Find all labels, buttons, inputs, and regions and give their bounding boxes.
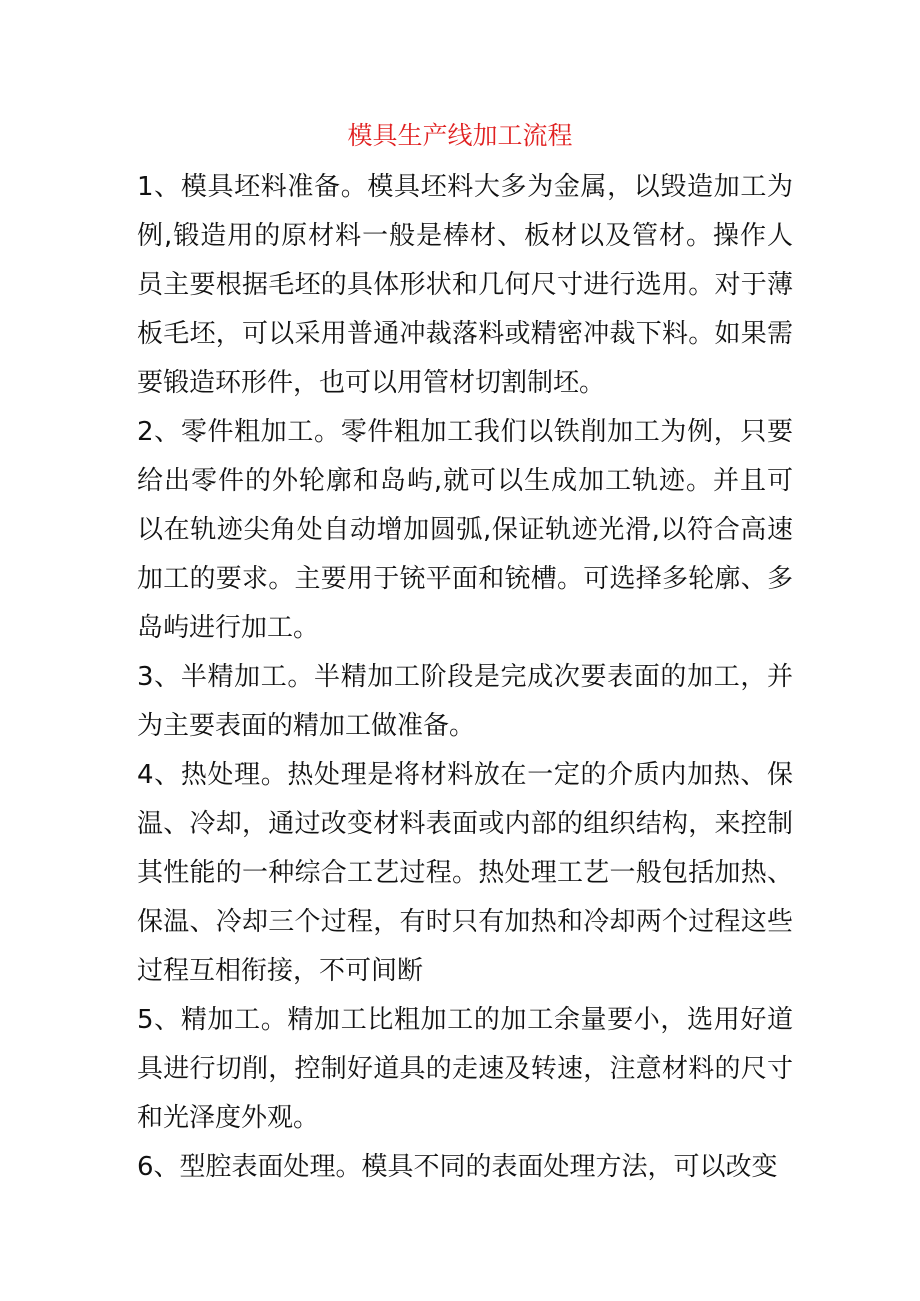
paragraph-3: 3、半精加工。半精加工阶段是完成次要表面的加工，并为主要表面的精加工做准备。 (137, 662, 793, 741)
paragraph-6: 6、型腔表面处理。模具不同的表面处理方法，可以改变 (137, 1152, 778, 1182)
document-title: 模具生产线加工流程 (347, 121, 573, 150)
paragraph-2: 2、零件粗加工。零件粗加工我们以铁削加工为例，只要给出零件的外轮廓和岛屿,就可以生成加工轨迹。并且可以在轨迹尖角处自动增加圆弧,保证轨迹光滑,以符合高速加工的要求。主要用于铳平面和铳槽。可选择多轮廓、多岛屿进行加工。 (137, 417, 793, 643)
document-body (137, 163, 793, 1192)
paragraph-4: 4、热处理。热处理是将材料放在一定的介质内加热、保温、冷却，通过改变材料表面或内部的组织结构，来控制其性能的一种综合工艺过程。热处理工艺一般包括加热、保温、冷却三个过程，有时只有加热和冷却两个过程这些过程互相衔接，不可间断 (137, 760, 793, 986)
paragraph-1: 1、模具坯料准备。模具坯料大多为金属，以毁造加工为例,锻造用的原材料一般是棒材、板材以及管材。操作人员主要根据毛坯的具体形状和几何尺寸进行选用。对于薄板毛坯，可以采用普通冲裁落料或精密冲裁下料。如果需要锻造环形件，也可以用管材切割制坯。 (137, 172, 793, 398)
paragraph-5: 5、精加工。精加工比粗加工的加工余量要小，选用好道具进行切削，控制好道具的走速及转速，注意材料的尺寸和光泽度外观。 (137, 1005, 793, 1133)
